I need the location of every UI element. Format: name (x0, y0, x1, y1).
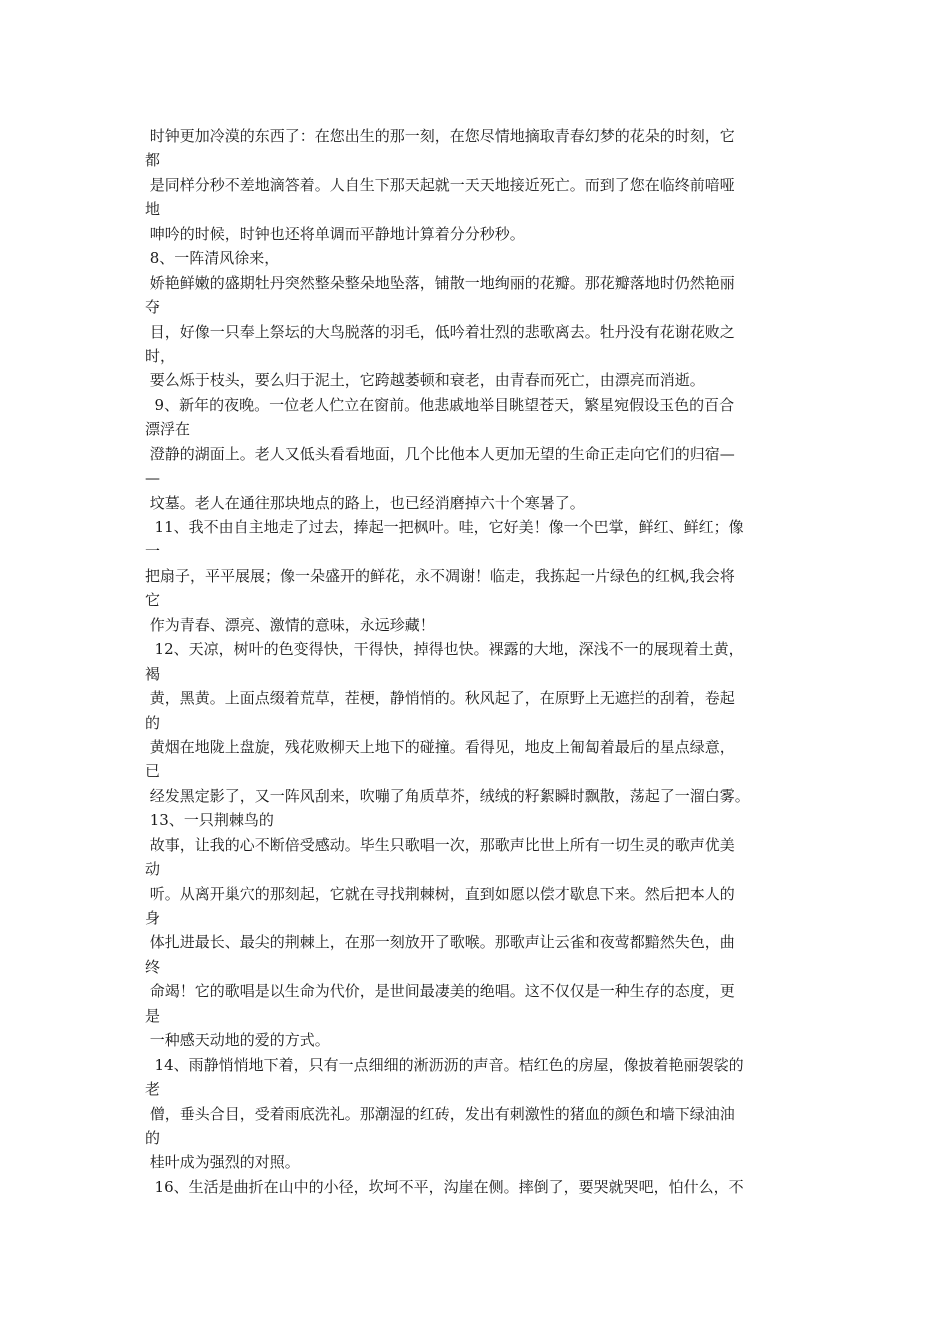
text-line: 身 (145, 909, 161, 927)
text-line: 一种感天动地的爱的方式。 (145, 1031, 330, 1050)
text-line: 老 (145, 1080, 161, 1099)
text-line: 黄，黑黄。上面点缀着荒草，茬梗，静悄悄的。秋风起了，在原野上无遮拦的刮着，卷起 (145, 689, 735, 708)
text-line: 都 (145, 151, 161, 170)
text-line: 8、一阵清风徐来， (145, 249, 280, 268)
text-line: 14、雨静悄悄地下着，只有一点细细的淅沥沥的声音。桔红色的房屋，像披着艳丽袈裟的 (145, 1055, 744, 1074)
text-line: 僧，垂头合目，受着雨底洗礼。那潮湿的红砖，发出有刺激性的猪血的颜色和墙下绿油油 (145, 1104, 735, 1123)
text-line: 桂叶成为强烈的对照。 (145, 1153, 300, 1172)
text-line: 16、生活是曲折在山中的小径，坎坷不平，沟崖在侧。摔倒了，要哭就哭吧，怕什么，不 (145, 1177, 744, 1196)
text-line: 时钟更加冷漠的东西了：在您出生的那一刻，在您尽情地摘取青春幻梦的花朵的时刻，它 (145, 127, 735, 145)
text-line: 目，好像一只奉上祭坛的大鸟脱落的羽毛，低吟着壮烈的悲歌离去。牡丹没有花谢花败之 (145, 322, 735, 341)
text-line: 夺 (145, 298, 161, 317)
text-line: 它 (145, 591, 161, 610)
text-line: 呻吟的时候，时钟也还将单调而平静地计算着分分秒秒。 (145, 224, 525, 243)
document-body (145, 124, 815, 1199)
text-line: 褐 (145, 664, 161, 683)
text-line: 9、新年的夜晚。一位老人伫立在窗前。他悲戚地举目眺望苍天，繁星宛假设玉色的百合 (145, 395, 735, 414)
text-line: 把扇子，平平展展；像一朵盛开的鲜花，永不凋谢！临走，我拣起一片绿色的红枫,我会将 (145, 566, 735, 585)
text-line: 终 (145, 957, 161, 976)
text-line: 是同样分秒不差地滴答着。人自生下那天起就一天天地接近死亡。而到了您在临终前喑哑 (145, 175, 735, 194)
text-line: 黄烟在地陇上盘旋，残花败柳天上地下的碰撞。看得见，地皮上匍匐着最后的星点绿意， (145, 737, 735, 756)
text-line: 漂浮在 (145, 420, 191, 439)
text-line: 听。从离开巢穴的那刻起，它就在寻找荆棘树，直到如愿以偿才歇息下来。然后把本人的 (145, 884, 735, 903)
text-line: 是 (145, 1006, 161, 1025)
text-line: 13、一只荆棘鸟的 (145, 811, 274, 830)
text-line: 12、天凉，树叶的色变得快，干得快，掉得也快。裸露的大地，深浅不一的展现着土黄， (145, 640, 744, 659)
text-line: 体扎进最长、最尖的荆棘上，在那一刻放开了歌喉。那歌声让云雀和夜莺都黯然失色，曲 (145, 933, 735, 952)
text-line: 的 (145, 713, 161, 732)
text-line: 动 (145, 860, 161, 879)
text-line: 的 (145, 1128, 161, 1147)
text-line: 命竭！它的歌唱是以生命为代价，是世间最凄美的绝唱。这不仅仅是一种生存的态度，更 (145, 982, 735, 1001)
text-line: 时， (145, 346, 176, 365)
text-line: 娇艳鲜嫩的盛期牡丹突然整朵整朵地坠落，铺散一地绚丽的花瓣。那花瓣落地时仍然艳丽 (145, 273, 735, 292)
text-line: — (145, 469, 160, 488)
text-line: 故事，让我的心不断倍受感动。毕生只歌唱一次，那歌声比世上所有一切生灵的歌声优美 (145, 835, 735, 854)
text-line: 一 (145, 542, 161, 561)
text-line: 坟墓。老人在通往那块地点的路上，也已经消磨掉六十个寒暑了。 (145, 493, 585, 512)
text-line: 经发黑定影了，又一阵风刮来，吹嘣了角质草芥，绒绒的籽絮瞬时飘散，荡起了一溜白雾。 (145, 786, 750, 805)
text-line: 地 (145, 200, 161, 219)
text-line: 已 (145, 762, 161, 781)
text-line: 作为青春、漂亮、激情的意味，永远珍藏！ (145, 615, 435, 634)
text-line: 要么烁于枝头，要么归于泥土，它跨越萎顿和衰老，由青春而死亡，由漂亮而消逝。 (145, 371, 705, 390)
text-line: 澄静的湖面上。老人又低头看看地面，几个比他本人更加无望的生命正走向它们的归宿— (145, 444, 735, 463)
text-line: 11、我不由自主地走了过去，捧起一把枫叶。哇，它好美！像一个巴掌，鲜红、鲜红；像 (145, 518, 744, 536)
